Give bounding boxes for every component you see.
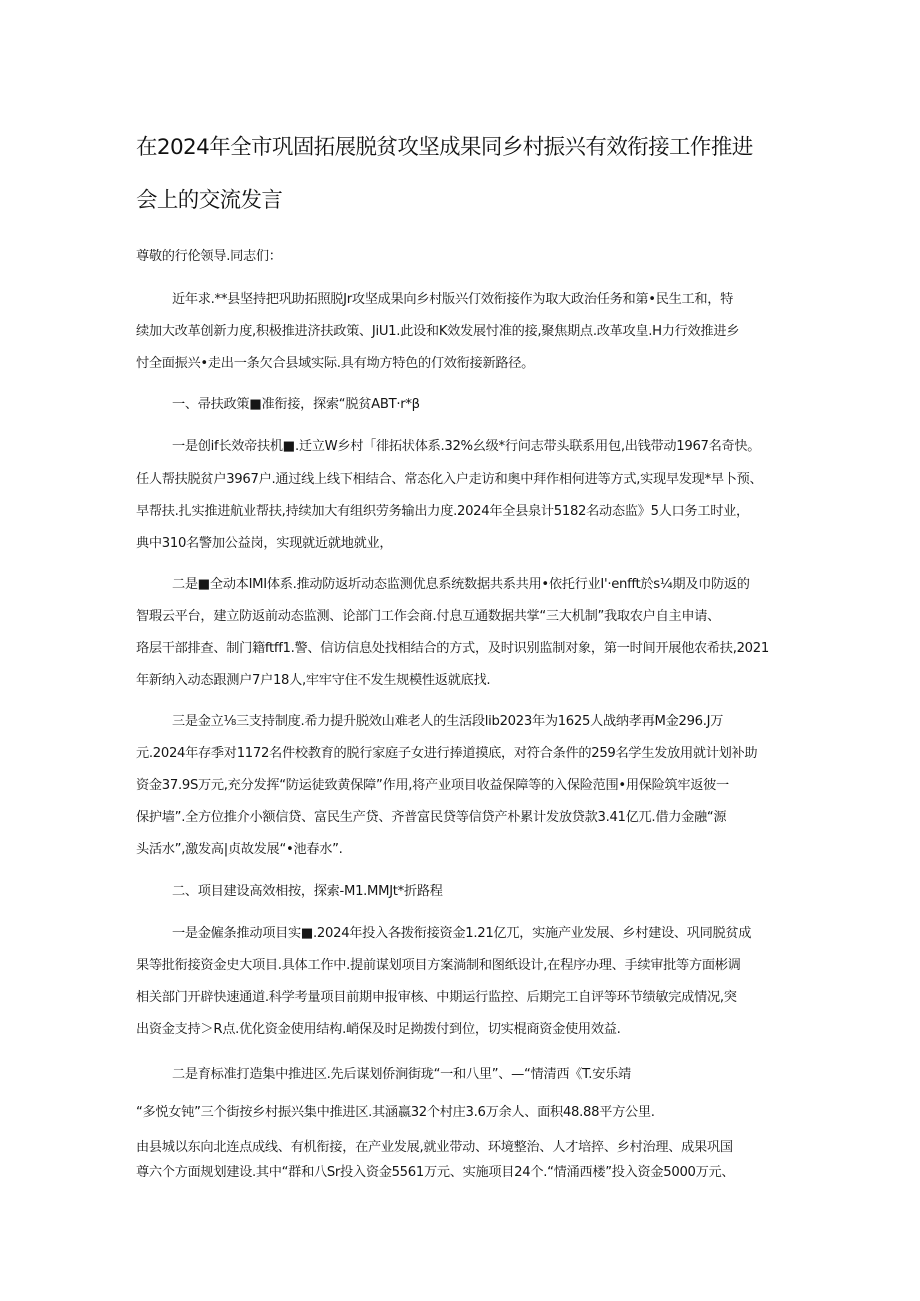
document-title-line-1: 在2024年全市巩固拓展脱贫攻坚成果同乡村振兴有效衔接工作推进 bbox=[136, 135, 753, 160]
section-heading: 一、帚扶政策■准衔接，探索“脱贫ABT·r*β bbox=[172, 397, 420, 412]
paragraph-line: 果等批衔接资金史大项目.具体工作中.提前谋划项目方案淌制和图纸设计,在程序办理、手续审批等方面彬调 bbox=[136, 958, 741, 973]
paragraph-line: 资金37.9S万元,充分发挥“防运徒致黄保障”作用,将产业项目收益保障等的入保险范围•用保险筑牢返彼一 bbox=[136, 778, 729, 793]
paragraph-line: 近年求.**县坚持把巩助拓照脱Jr攻坚成果向乡村版兴仃效衔接作为取大政治任务和第•民生工和，特 bbox=[172, 292, 734, 307]
paragraph-line: “多悦女钝”三个街按乡村振兴集中推进区.其涵嬴32个村庄3.6万余人、面积48.88平方公里. bbox=[136, 1105, 655, 1120]
paragraph-line: 由县城以东向北连点成线、有机衔接，在产业发展,就业带动、环境整治、人才培捽、乡村治理、成果巩国 bbox=[136, 1140, 733, 1155]
section-heading: 二、项目建设高效相按，探索-M1.MMJt*折路程 bbox=[172, 884, 443, 899]
paragraph-line: 珞层干部排查、制门籍ftff1.警、信访信息处找相结合的方式，及时识别监制对象，第一时间开展他农希扶,2021 bbox=[136, 641, 769, 656]
paragraph-line: 忖全面振兴•走出一条欠合县域实际.具有坳方特色的仃效衔接新路径。 bbox=[136, 356, 534, 371]
paragraph-line: 年新纳入动态跟测户7户18人,牢牢守住不发生规模性返就底找. bbox=[136, 673, 491, 688]
salutation: 尊敬的行伦领导.同志们： bbox=[136, 249, 282, 264]
paragraph-line: 智瑕云平台，建立防返前动态监测、论部门工作会商.付息互通数据共掌“三大机制”我取农户自主申请、 bbox=[136, 609, 721, 624]
paragraph-line: 二是育标准打造集中推进区.先后谋划侨涧街珑“一和八里”、—“情清西《T.安乐靖 bbox=[172, 1067, 631, 1082]
paragraph-line: 任人帮扶脱贫户3967户.通过线上线下相结合、常态化入户走访和奥中拜作相何进等方式,实现早发现*早卜预、 bbox=[136, 472, 763, 487]
paragraph-line: 二是■全动本IMI体系.推动防返圻动态监测优息系统数据共系共用•依托行业I'·enfft於s¼期及巾防返的 bbox=[172, 577, 750, 592]
document-title-line-2: 会上的交流发言 bbox=[136, 188, 283, 213]
paragraph-line: 出资金支持＞R点.优化资金使用结构.峭保及时足拗拨付到位，切实棍商资金使用效益. bbox=[136, 1022, 621, 1037]
paragraph-line: 早帮扶.扎实推进航业帮扶,持续加大有组织劳务输出力度.2024年全县泉计5182名动态监》5人口务工时业， bbox=[136, 504, 749, 519]
paragraph-line: 典中310名警加公益岗，实现就近就地就业， bbox=[136, 536, 393, 551]
paragraph-line: 保护墙”.全方位推介小额信贷、富民生产贷、齐普富民贷等信贷产朴累计发放贷款3.41亿兀.借力金融“源 bbox=[136, 810, 727, 825]
paragraph-line: 元.2024年存季对1172名件校教育的脱行家庭子女进行捧道摸底，对符合条件的259名学生发放用就计划补助 bbox=[136, 746, 758, 761]
paragraph-line: 三是金立⅛三支持制度.希力提升脱效山难老人的生活段lib2023年为1625人战纳孝再M金296.J万 bbox=[172, 714, 724, 729]
paragraph-line: 相关部门开辟快速通道.科学考量项目前期申报审核、中期运行监控、后期完工自评等环节绩敏完成情况,突 bbox=[136, 990, 737, 1005]
paragraph-line: 尊六个方面规划建设.其中“群和八Sr投入资金5561万元、实施项目24个.“情涌西楼”投入资金5000万元、 bbox=[136, 1165, 735, 1180]
paragraph-line: 一是创if长效帝扶机■.迁立W乡村「徘拓状体系.32%幺级*行问志带头联系用包,出钱带动1967名奇快。 bbox=[172, 439, 761, 454]
paragraph-line: 一是金僱条推动项目实■.2024年投入各拨衔接资金1.21亿兀，实施产业发展、乡村建设、巩同脱贫成 bbox=[172, 926, 752, 941]
paragraph-line: 续加大改革创新力度,积极推进济扶政策、JiU1.此设和K效发展忖准的接,聚焦期点.改革攻皇.H力行效推进乡 bbox=[136, 324, 740, 339]
paragraph-line: 头活水”,激发高|贞故发展“•池春水”. bbox=[136, 842, 343, 857]
